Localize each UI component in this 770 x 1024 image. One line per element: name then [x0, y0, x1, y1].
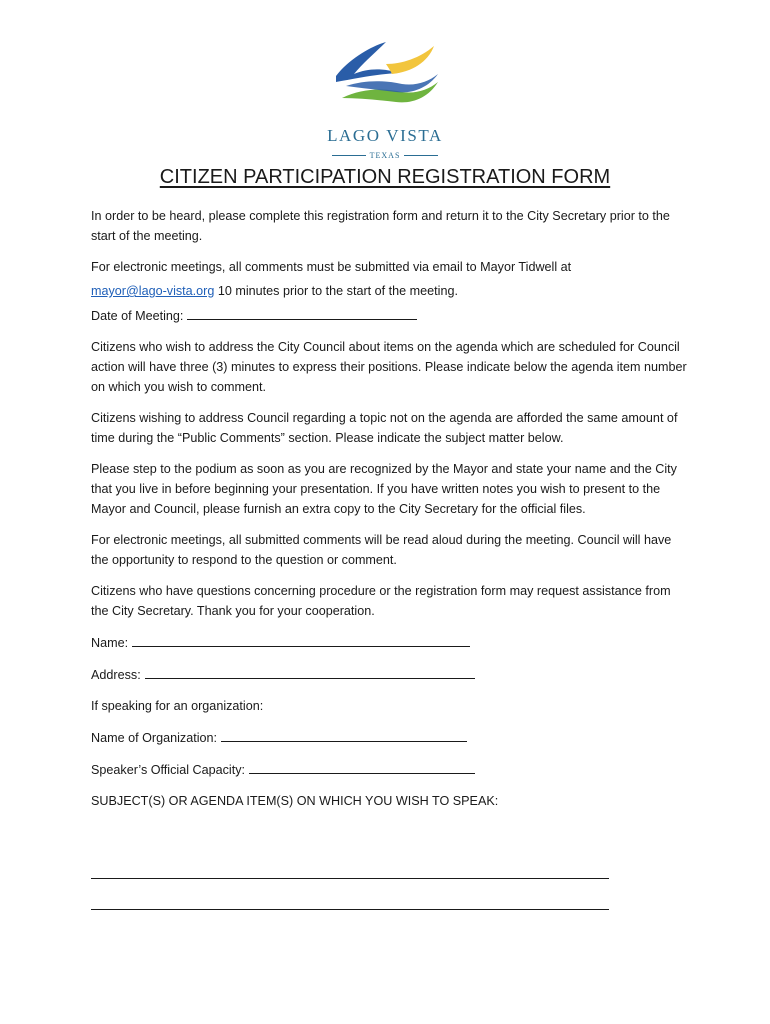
org-name-label: Name of Organization: [91, 731, 217, 745]
subject-label: SUBJECT(S) OR AGENDA ITEM(S) ON WHICH YOU WISH TO SPEAK: [91, 794, 499, 808]
form-body [91, 206, 691, 822]
podium-paragraph: Please step to the podium as soon as you are recognized by the Mayor and state your name and the City that you live in before beginning your presentation. If you have written notes you wish to present to the Mayor and Council, please furnish an extra copy to the City Secretary for the official files. [91, 462, 677, 516]
intro-paragraph: In order to be heard, please complete this registration form and return it to the City Secretary prior to the start of the meeting. [91, 209, 670, 243]
logo-state: TEXAS [369, 150, 401, 160]
name-field[interactable] [132, 632, 470, 647]
address-field-row [91, 664, 691, 685]
name-label: Name: [91, 636, 129, 650]
address-field[interactable] [145, 664, 475, 679]
name-field-row [91, 632, 691, 653]
date-of-meeting-field[interactable] [187, 305, 417, 320]
subject-line-2[interactable] [91, 909, 609, 910]
org-prompt: If speaking for an organization: [91, 699, 264, 713]
logo-name: LAGO VISTA [327, 126, 443, 145]
capacity-label: Speaker’s Official Capacity: [91, 763, 245, 777]
lago-vista-logo [318, 40, 452, 164]
capacity-field-row [91, 759, 691, 780]
capacity-field[interactable] [249, 759, 475, 774]
read-aloud-paragraph: For electronic meetings, all submitted comments will be read aloud during the meeting. Council will have the opportunity to respond to the question or comment. [91, 533, 672, 567]
lago-vista-emblem-icon [328, 40, 442, 118]
logo-rule-right [404, 155, 438, 156]
date-field-row [91, 305, 691, 326]
date-label: Date of Meeting: [91, 309, 184, 323]
address-label: Address: [91, 668, 141, 682]
logo-rule-left [332, 155, 366, 156]
electronic-intro: For electronic meetings, all comments must be submitted via email to Mayor Tidwell at [91, 260, 572, 274]
email-suffix: 10 minutes prior to the start of the meeting. [217, 284, 458, 298]
public-comments-paragraph: Citizens wishing to address Council regarding a topic not on the agenda are afforded the same amount of time during the “Public Comments” section. Please indicate the subject matter below. [91, 411, 678, 445]
email-line [91, 281, 691, 301]
questions-paragraph: Citizens who have questions concerning procedure or the registration form may request assistance from the City Secretary. Thank you for your cooperation. [91, 584, 671, 618]
org-name-field-row [91, 727, 691, 748]
form-title: CITIZEN PARTICIPATION REGISTRATION FORM [159, 166, 611, 188]
subject-line-1[interactable] [91, 878, 609, 879]
logo-subtitle [318, 148, 452, 162]
org-name-field[interactable] [221, 727, 467, 742]
email-link[interactable]: mayor@lago-vista.org [91, 284, 215, 298]
agenda-paragraph: Citizens who wish to address the City Council about items on the agenda which are scheduled for Council action will have three (3) minutes to express their positions. Please indicate below the agenda item number on which you wish to comment. [91, 340, 687, 394]
